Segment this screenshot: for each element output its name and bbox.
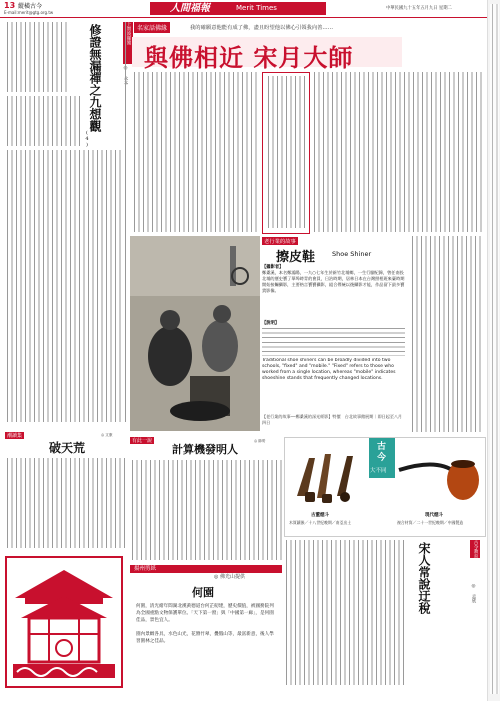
pobian-title: 破天荒 [49, 441, 86, 455]
shoe-title-en: Shoe Shiner [332, 250, 372, 258]
left-title: 修證無漏禪之九想觀 [88, 24, 102, 132]
gu-badge-top: 古 [377, 442, 387, 452]
papercut-drawing [5, 556, 123, 688]
yangzhou-box [130, 565, 282, 685]
modern-pipe-icon [397, 454, 481, 504]
yangzhou-body: 何園，清光緒年間湖北漢黃德道台何芷舠建，歷史價值，被國務院列為全國重點文物保護單位。「天下第一窗」與「中國第一廊」，是何園佳品，景色宜人。 [136, 604, 274, 623]
feature-text-a [132, 72, 260, 232]
yangzhou-title: 何園 [192, 586, 214, 599]
right-text-1 [410, 236, 484, 432]
pobian-header [5, 432, 125, 454]
masthead-en: Merit Times [236, 4, 277, 12]
gu-badge-mid: 今 [377, 453, 387, 463]
left-text-lower [5, 150, 124, 422]
right-text-2 [284, 540, 404, 685]
gu-caption-right-title: 現代煙斗 [425, 513, 443, 518]
left-text-mid [5, 96, 81, 146]
feature-headline: 與佛相近 宋月大師 [144, 43, 354, 72]
pobian-author: ◎ 文康 [101, 433, 113, 437]
shoe-text-area [262, 236, 407, 432]
right-edge-strip [487, 0, 500, 701]
left-divider [125, 22, 126, 422]
shoe-body-en: Traditional shoe shiners can be broadly divided into two schools, "fixed" and "mobile." "Fixed" refers to those who worked from a single location, whereas "mobile" indicates shoeshine stands that frequently changed locations. [262, 358, 396, 381]
section-name: 縱橫古今 [18, 3, 43, 10]
feature-quote-box [262, 72, 310, 234]
computer-title: 計算機發明人 [172, 443, 238, 456]
feature-header [130, 20, 486, 36]
song-title: 宋人常說迂稅 [417, 542, 431, 614]
shoe-label-2: 【說明】 [262, 321, 280, 326]
shoe-body-zh: 鄭桑溪，本名鄭鴻陽，一九○七年生於新竹北埔鄉，一生行腳紀錄，曾任南投北埔的歷史寶了華埠時青的會員，日治時期，居林日本在台灣照相班來臺時期開始接觸攝影，主要格言寶寶攝影，組合傳統以後攝影才能，作品留下最多寶貴影像。 [262, 270, 405, 293]
yangzhou-author: ◎ 佛光山提供 [214, 574, 245, 580]
header-email: E-mail:merit@gtg.org.tw [4, 10, 54, 15]
shoe-title: 擦皮鞋 [276, 250, 316, 265]
gu-caption-left-title: 古董煙斗 [311, 513, 329, 518]
papercut-image [5, 556, 123, 688]
edge-strip-text [490, 4, 499, 694]
pobian-text [5, 458, 125, 548]
song-tag-col [460, 540, 484, 680]
shoe-tag: 老行業的故事 [264, 239, 296, 245]
gu-badge [369, 438, 395, 478]
yangzhou-body2: 園內景緻各具，水色山光，花簪竹翠，疊假山等，最富新意，後人學習園林之佳品。 [136, 632, 274, 644]
feature-kicker: 我的確願意他能有成了佛，盡且盼望他以佛心引領我向善…… [190, 25, 334, 31]
song-tag: 古今教育 [470, 540, 480, 558]
shoe-photo [130, 236, 260, 431]
feature-quote-text [266, 76, 306, 228]
header-rule [0, 17, 487, 18]
yangzhou-tag: 揚州剪紙 [134, 566, 157, 572]
computer-text [130, 460, 282, 560]
shoe-desc-zh [262, 326, 405, 356]
computer-author: ◎ 帥哥 [254, 439, 266, 443]
shoe-photo-drawing [130, 236, 260, 431]
header-bar [0, 0, 487, 18]
gu-caption-right: 複合材質／二十一世紀晚期／中國製造 [397, 520, 464, 525]
feature-text-b [312, 72, 482, 232]
computer-tag: 有此一說 [132, 438, 153, 444]
left-part: (4) [84, 130, 90, 148]
gu-badge-text: 大不同 [370, 468, 387, 474]
pobian-tag: 潮讀集 [7, 433, 23, 439]
feature-label: 名家話佛緣 [134, 22, 170, 33]
gu-caption-left: 木質鑲嵌／十八世紀晚期／南亞出土 [289, 520, 352, 525]
left-tag: 上智波羅蜜 [123, 22, 133, 64]
song-author: ◎ 孟欣 [471, 584, 476, 603]
shoe-label-1: 【攝影者】 [262, 265, 284, 270]
left-text-top [5, 22, 69, 92]
computer-header [130, 437, 282, 459]
gu-box [284, 437, 486, 537]
song-title-box [406, 540, 456, 680]
shoe-footer: 【老行業的故事──鄭桑溪的深光經影】特價 台北故事館展期｜即日起至八月四日 [262, 414, 403, 425]
antique-pipes-icon [291, 446, 365, 504]
masthead: 人間福報 [170, 3, 210, 14]
page-number: 13 [4, 1, 16, 10]
header-date: 中華民國九十五年五月九日 星期二 [386, 6, 452, 11]
